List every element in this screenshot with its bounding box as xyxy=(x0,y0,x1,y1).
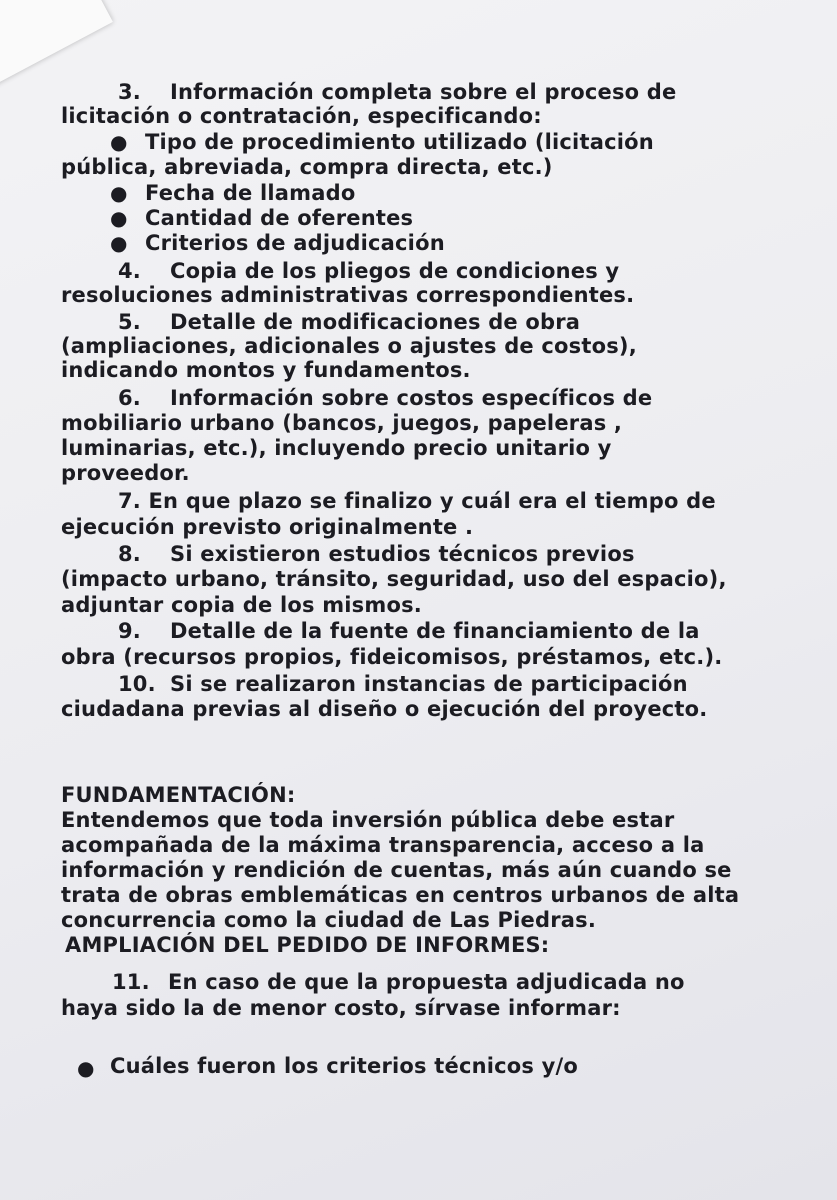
item-11-number: 11. xyxy=(112,970,150,994)
bullet-procedure-line2: pública, abreviada, compra directa, etc.) xyxy=(61,155,553,179)
item-9-line2: obra (recursos propios, fideicomisos, préstamos, etc.). xyxy=(61,645,723,669)
item-9-line1: Detalle de la fuente de financiamiento de la xyxy=(170,619,700,643)
fundamentacion-heading: FUNDAMENTACIÓN: xyxy=(61,783,296,807)
item-5-line3: indicando montos y fundamentos. xyxy=(61,358,471,382)
bullet-procedure-line1: Tipo de procedimiento utilizado (licitación xyxy=(145,130,654,154)
item-7-line2: ejecución previsto originalmente . xyxy=(61,515,474,539)
item-10-line1: Si se realizaron instancias de participación xyxy=(170,672,688,696)
item-6-line2: mobiliario urbano (bancos, juegos, papeleras , xyxy=(61,411,623,435)
item-5-number: 5. xyxy=(118,310,141,334)
item-4-line2: resoluciones administrativas correspondientes. xyxy=(61,283,635,307)
fundamentacion-line: acompañada de la máxima transparencia, acceso a la xyxy=(61,833,705,857)
item-8-line1: Si existieron estudios técnicos previos xyxy=(170,542,635,566)
item-11-line1: En caso de que la propuesta adjudicada no xyxy=(168,970,685,994)
item-6-line3: luminarias, etc.), incluyendo precio unitario y xyxy=(61,436,612,460)
bullet-icon: ● xyxy=(110,231,128,255)
item-6-number: 6. xyxy=(118,386,141,410)
item-7-line1: 7. En que plazo se finalizo y cuál era el tiempo de xyxy=(118,489,716,513)
bullet-icon: ● xyxy=(110,181,128,205)
fundamentacion-line: Entendemos que toda inversión pública debe estar xyxy=(61,808,675,832)
item-5-line2: (ampliaciones, adicionales o ajustes de costos), xyxy=(61,334,637,358)
item-8-line3: adjuntar copia de los mismos. xyxy=(61,593,422,617)
fundamentacion-line: trata de obras emblemáticas en centros urbanos de alta xyxy=(61,883,740,907)
fundamentacion-line: concurrencia como la ciudad de Las Piedras. xyxy=(61,908,596,932)
final-bullet-text: Cuáles fueron los criterios técnicos y/o xyxy=(110,1054,579,1078)
bullet-icon: ● xyxy=(110,206,128,230)
item-3-line2: licitación o contratación, especificando: xyxy=(61,104,542,128)
item-3-number: 3. xyxy=(118,80,141,104)
bullet-cantidad: Cantidad de oferentes xyxy=(145,206,414,230)
ampliacion-heading: AMPLIACIÓN DEL PEDIDO DE INFORMES: xyxy=(65,933,550,957)
item-8-number: 8. xyxy=(118,542,141,566)
item-10-line2: ciudadana previas al diseño o ejecución del proyecto. xyxy=(61,697,708,721)
item-6-line1: Información sobre costos específicos de xyxy=(170,386,653,410)
bullet-icon: ● xyxy=(110,130,128,154)
item-8-line2: (impacto urbano, tránsito, seguridad, uso del espacio), xyxy=(61,567,727,591)
item-10-number: 10. xyxy=(118,672,156,696)
item-3-line1: Información completa sobre el proceso de xyxy=(170,80,677,104)
item-5-line1: Detalle de modificaciones de obra xyxy=(170,310,581,334)
item-6-line4: proveedor. xyxy=(61,461,190,485)
item-4-number: 4. xyxy=(118,259,141,283)
item-9-number: 9. xyxy=(118,619,141,643)
fundamentacion-line: información y rendición de cuentas, más aún cuando se xyxy=(61,858,732,882)
bullet-fecha: Fecha de llamado xyxy=(145,181,356,205)
bullet-criterios: Criterios de adjudicación xyxy=(145,231,445,255)
bullet-icon: ● xyxy=(77,1056,95,1080)
item-11-line2: haya sido la de menor costo, sírvase informar: xyxy=(61,996,621,1020)
item-4-line1: Copia de los pliegos de condiciones y xyxy=(170,259,620,283)
